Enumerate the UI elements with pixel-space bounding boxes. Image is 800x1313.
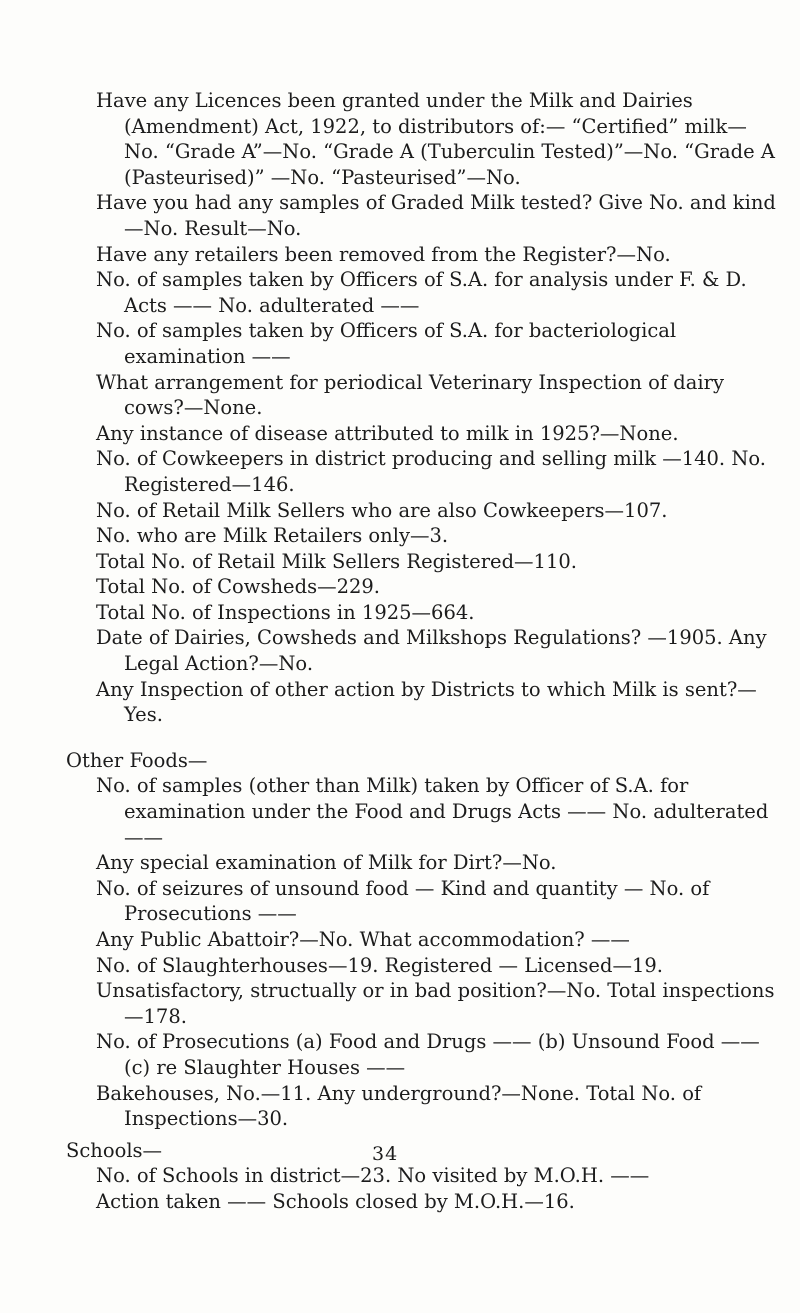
report-text [66, 88, 778, 1215]
retailers-removed-question: Have any retailers been removed from the Register?—No. [96, 242, 671, 266]
milk-retailers-only-count: No. who are Milk Retailers only—3. [96, 524, 449, 548]
schools-section [66, 1163, 778, 1214]
other-foods-heading: Other Foods— [66, 748, 208, 772]
cowsheds-count: Total No. of Cowsheds—229. [96, 575, 381, 599]
graded-milk-question: Have you had any samples of Graded Milk tested? Give No. and kind—No. Result—No. [96, 191, 776, 240]
retail-sellers-registered-count: Total No. of Retail Milk Sellers Registered—110. [96, 549, 577, 573]
page-number: 34 [372, 1143, 399, 1165]
schools-heading: Schools— [66, 1138, 163, 1162]
seizures-question: No. of seizures of unsound food — Kind and quantity — No. of Prosecutions —— [96, 876, 710, 926]
other-districts-inspection: Any Inspection of other action by Districts to which Milk is sent?—Yes. [96, 677, 757, 727]
samples-bacteriological-question: No. of samples taken by Officers of S.A. for bacteriological examination —— [96, 319, 677, 368]
regulations-date: Date of Dairies, Cowsheds and Milkshops Regulations? —1905. Any Legal Action?—No. [96, 626, 767, 676]
bakehouses-count: Bakehouses, No.—11. Any underground?—None. Total No. of Inspections—30. [96, 1081, 702, 1131]
abattoir-question: Any Public Abattoir?—No. What accommodation? —— [96, 928, 630, 951]
disease-instance-question: Any instance of disease attributed to milk in 1925?—None. [96, 421, 679, 445]
licences-question: Have any Licences been granted under the Milk and Dairies (Amendment) Act, 1922, to distributors of:— “Certified” milk—No. “Grade A”—No. “Grade A (Tuberculin Tested)”—No. “Grade A (Pasteurised)” —No. “Pasteurised”—No. [96, 89, 775, 189]
unsatisfactory-question: Unsatisfactory, structually or in bad position?—No. Total inspections—178. [96, 979, 775, 1028]
slaughterhouses-count: No. of Slaughterhouses—19. Registered — Licensed—19. [96, 953, 663, 977]
schools-count: No. of Schools in district—23. No visited by M.O.H. —— [96, 1164, 650, 1188]
inspections-count: Total No. of Inspections in 1925—664. [96, 600, 475, 624]
milk-section [66, 88, 778, 728]
food-samples-question: No. of samples (other than Milk) taken by Officer of S.A. for examination under the Food and Drugs Acts —— No. adulterated —— [96, 774, 769, 849]
cowkeepers-count: No. of Cowkeepers in district producing and selling milk —140. No. Registered—146. [96, 447, 766, 496]
action-taken: Action taken —— Schools closed by M.O.H.—16. [96, 1189, 575, 1213]
milk-dirt-question: Any special examination of Milk for Dirt?—No. [96, 851, 557, 875]
prosecutions-question: No. of Prosecutions (a) Food and Drugs —— (b) Unsound Food —— (c) re Slaughter Houses —— [96, 1030, 760, 1079]
retail-cowkeepers-count: No. of Retail Milk Sellers who are also Cowkeepers—107. [96, 498, 668, 522]
other-foods-section [66, 773, 778, 1131]
samples-analysis-question: No. of samples taken by Officers of S.A. for analysis under F. & D. Acts —— No. adulterated —— [96, 268, 747, 317]
veterinary-inspection-question: What arrangement for periodical Veterinary Inspection of dairy cows?—None. [96, 370, 724, 420]
